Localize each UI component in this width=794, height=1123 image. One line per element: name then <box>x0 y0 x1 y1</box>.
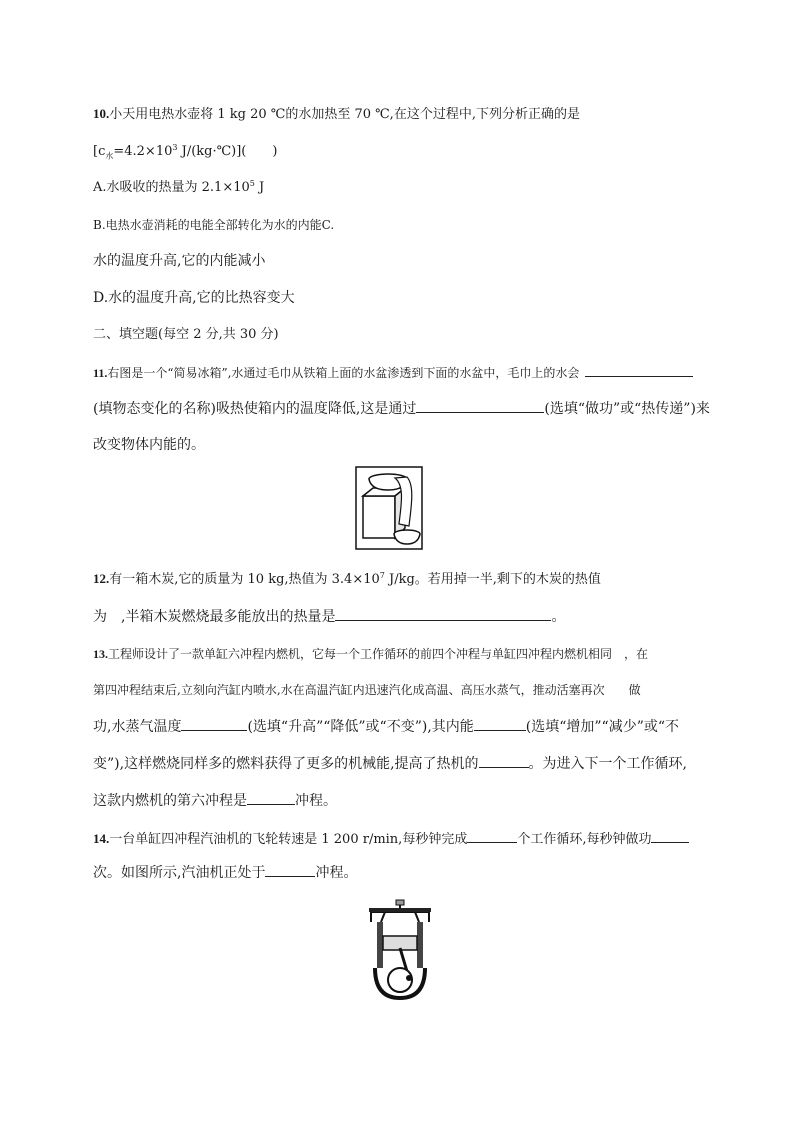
q11-line1 <box>93 364 693 381</box>
q14-blank-1[interactable] <box>467 830 517 843</box>
q10-option-a-unit: J <box>254 180 265 195</box>
q12-blank-2[interactable] <box>335 608 551 621</box>
q14-line1 <box>93 830 689 848</box>
q10-option-c[interactable]: 水的温度升高,它的内能减小 <box>93 253 266 269</box>
q13-blank-4[interactable] <box>247 792 295 805</box>
q14-line1-a: 一台单缸四冲程汽油机的飞轮转速是 1 200 r/min,每秒钟完成 <box>109 832 468 847</box>
q13-line3-a: 功,水蒸气温度 <box>93 719 182 735</box>
q11-blank-2[interactable] <box>416 400 544 413</box>
q14-number: 14. <box>93 831 110 846</box>
q12-line2 <box>93 608 565 625</box>
q12-line1 <box>93 571 601 588</box>
q11-number: 11. <box>93 366 108 380</box>
q13-blank-1[interactable] <box>181 718 247 731</box>
q14-line1-b: 个工作循环,每秒钟做功 <box>517 832 652 847</box>
q13-line3-c: (选填“增加”“减少”或“不 <box>525 719 680 735</box>
q14-line2-a: 次。如图所示,汽油机正处于 <box>93 865 266 881</box>
q12-line1-b: J/kg。若用掉一半,剩下的木炭的热值 <box>384 572 601 587</box>
q10-option-d[interactable]: D.水的温度升高,它的比热容变大 <box>93 290 295 306</box>
q11-blank-1[interactable] <box>585 364 693 377</box>
q10-number: 10. <box>93 106 110 121</box>
q13-blank-3[interactable] <box>479 755 529 768</box>
q13-line1 <box>93 646 648 662</box>
cylinder-head-top <box>369 908 431 912</box>
q14-blank-3[interactable] <box>265 864 315 877</box>
q14-line2-b: 冲程。 <box>315 865 358 881</box>
q10-stem-text: 小天用电热水壶将 1 kg 20 ℃的水加热至 70 ℃,在这个过程中,下列分析正确的是 <box>109 107 580 122</box>
section-fill-in-title: 二、填空题(每空 2 分,共 30 分) <box>93 327 279 342</box>
q13-line4 <box>93 755 687 772</box>
q10-stem <box>93 106 580 123</box>
q12-number: 12. <box>93 571 110 586</box>
q10-given-c: J/(kg·℃)]( ) <box>177 144 278 159</box>
spark-plug-cap <box>396 900 404 905</box>
q10-given-sub: 水 <box>105 151 114 161</box>
q13-line3 <box>93 718 679 735</box>
q10-given <box>93 144 277 160</box>
q13-line4-b: 。为进入下一个工作循环, <box>528 756 687 772</box>
q12-line2-c: 。 <box>551 609 566 625</box>
q13-line5-a: 这款内燃机的第六冲程是 <box>93 793 247 809</box>
q10-given-sup: 3 <box>172 143 178 152</box>
gasoline-engine-figure <box>365 898 435 1000</box>
crank-pin <box>406 975 412 981</box>
q12-blank-1[interactable] <box>107 608 121 621</box>
q13-line5 <box>93 792 337 809</box>
q11-line2 <box>93 400 710 417</box>
intake-valve <box>381 912 385 922</box>
cylinder-wall-left <box>377 922 383 968</box>
q13-line4-a: 变”),这样燃烧同样多的燃料获得了更多的机械能,提高了热机的 <box>93 756 479 772</box>
cylinder-head <box>371 912 429 922</box>
q13-line2: 第四冲程结束后,立刻向汽缸内喷水,水在高温汽缸内迅速汽化成高温、高压水蒸气，推动活塞再次 做 <box>93 683 641 697</box>
piston <box>383 936 417 950</box>
q12-line1-a: 有一箱木炭,它的质量为 10 kg,热值为 3.4×10 <box>109 572 380 587</box>
q10-option-a-text: A.水吸收的热量为 2.1×10 <box>93 180 250 195</box>
q12-line1-sup: 7 <box>379 571 385 580</box>
q13-line1-text: 工程师设计了一款单缸六冲程内燃机，它每一个工作循环的前四个冲程与单缸四冲程内燃机相同 ，在 <box>108 647 649 661</box>
iron-box-front <box>363 496 395 538</box>
q13-number: 13. <box>93 647 108 661</box>
q13-line3-b: (选填“升高”“降低”或“不变”),其内能 <box>247 719 474 735</box>
q10-option-a-sup: 5 <box>249 179 255 188</box>
q14-blank-2[interactable] <box>651 830 689 843</box>
q13-blank-2[interactable] <box>474 718 526 731</box>
cylinder-wall-right <box>417 922 423 968</box>
q12-line2-a: 为 <box>93 609 107 625</box>
q11-line2-b: (选填“做功”或“热传递”)来 <box>544 401 710 417</box>
simple-fridge-figure <box>355 466 423 550</box>
q13-line5-b: 冲程。 <box>295 793 337 809</box>
q10-option-b[interactable]: B.电热水壶消耗的电能全部转化为水的内能C. <box>93 218 335 232</box>
q14-line2 <box>93 864 357 881</box>
q11-line3: 改变物体内能的。 <box>93 437 205 453</box>
q10-given-b: =4.2×10 <box>113 144 173 159</box>
q12-line2-b: ,半箱木炭燃烧最多能放出的热量是 <box>121 609 336 625</box>
q10-given-a: [c <box>93 144 106 159</box>
q11-line1-text: 右图是一个“简易冰箱”,水通过毛巾从铁箱上面的水盆渗透到下面的水盆中，毛巾上的水会 <box>107 366 580 380</box>
q11-line2-a: (填物态变化的名称)吸热使箱内的温度降低,这是通过 <box>93 401 417 417</box>
q10-option-a[interactable] <box>93 180 264 196</box>
exhaust-valve <box>415 912 419 922</box>
